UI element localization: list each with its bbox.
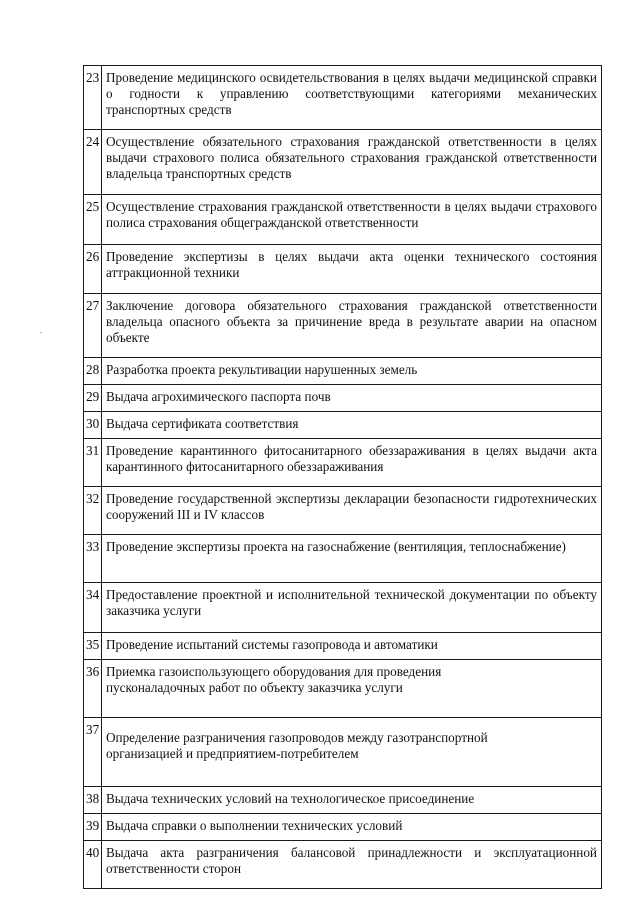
row-number: 25 xyxy=(84,195,102,245)
table-row xyxy=(84,439,602,487)
table-row xyxy=(84,130,602,195)
row-text: Проведение экспертизы в целях выдачи акта оценки технического состояния аттракционной техники xyxy=(102,245,602,294)
row-text: Выдача справки о выполнении технических условий xyxy=(102,814,602,841)
row-number: 24 xyxy=(84,130,102,195)
table-row xyxy=(84,787,602,814)
table-row xyxy=(84,718,602,787)
table-row xyxy=(84,195,602,245)
row-text: Выдача акта разграничения балансовой принадлежности и эксплуатационной ответственности сторон xyxy=(102,841,602,889)
table-row xyxy=(84,814,602,841)
row-text-line: Определение разграничения газопроводов между газотранспортной xyxy=(106,730,488,745)
row-text: Выдача технических условий на технологическое присоединение xyxy=(102,787,602,814)
table-row xyxy=(84,535,602,583)
table-row xyxy=(84,487,602,535)
row-text: Предоставление проектной и исполнительной технической документации по объекту заказчика услуги xyxy=(102,583,602,633)
row-text: Осуществление страхования гражданской ответственности в целях выдачи страхового полиса страхования общегражданской ответственности xyxy=(102,195,602,245)
row-number: 29 xyxy=(84,385,102,412)
table-row xyxy=(84,841,602,889)
scan-artifact xyxy=(40,332,42,333)
row-text: Разработка проекта рекультивации нарушенных земель xyxy=(102,358,602,385)
row-text-line: организацией и предприятием-потребителем xyxy=(106,746,359,761)
table-row xyxy=(84,385,602,412)
row-text: Проведение государственной экспертизы декларации безопасности гидротехнических сооружений III и IV классов xyxy=(102,487,602,535)
row-text: Заключение договора обязательного страхования гражданской ответственности владельца опасного объекта за причинение вреда в результате аварии на опасном объекте xyxy=(102,294,602,358)
table-row xyxy=(84,412,602,439)
row-number: 35 xyxy=(84,633,102,660)
row-text xyxy=(102,718,602,787)
row-number: 37 xyxy=(84,718,102,787)
row-text-line: пусконаладочных работ по объекту заказчика услуги xyxy=(106,680,403,695)
row-text: Выдача агрохимического паспорта почв xyxy=(102,385,602,412)
table-row xyxy=(84,660,602,718)
row-number: 23 xyxy=(84,66,102,130)
table-row xyxy=(84,583,602,633)
row-number: 30 xyxy=(84,412,102,439)
row-number: 28 xyxy=(84,358,102,385)
row-text: Осуществление обязательного страхования гражданской ответственности в целях выдачи страхового полиса обязательного страхования гражданской ответственности владельца транспортных средств xyxy=(102,130,602,195)
row-number: 40 xyxy=(84,841,102,889)
row-number: 36 xyxy=(84,660,102,718)
table-row xyxy=(84,358,602,385)
row-number: 34 xyxy=(84,583,102,633)
row-number: 39 xyxy=(84,814,102,841)
services-table xyxy=(83,65,602,889)
row-text xyxy=(102,660,602,718)
table-row xyxy=(84,294,602,358)
row-number: 27 xyxy=(84,294,102,358)
row-text: Выдача сертификата соответствия xyxy=(102,412,602,439)
table-row xyxy=(84,245,602,294)
row-number: 26 xyxy=(84,245,102,294)
row-text-line: Приемка газоиспользующего оборудования для проведения xyxy=(106,664,442,679)
row-text: Проведение медицинского освидетельствования в целях выдачи медицинской справки о годности к управлению соответствующими категориями механических транспортных средств xyxy=(102,66,602,130)
row-text: Проведение испытаний системы газопровода и автоматики xyxy=(102,633,602,660)
table-row xyxy=(84,633,602,660)
row-number: 33 xyxy=(84,535,102,583)
table-row xyxy=(84,66,602,130)
row-number: 31 xyxy=(84,439,102,487)
row-text: Проведение карантинного фитосанитарного обеззараживания в целях выдачи акта карантинного фитосанитарного обеззараживания xyxy=(102,439,602,487)
row-text: Проведение экспертизы проекта на газоснабжение (вентиляция, теплоснабжение) xyxy=(102,535,602,583)
row-number: 32 xyxy=(84,487,102,535)
row-spacer xyxy=(106,722,597,730)
row-number: 38 xyxy=(84,787,102,814)
